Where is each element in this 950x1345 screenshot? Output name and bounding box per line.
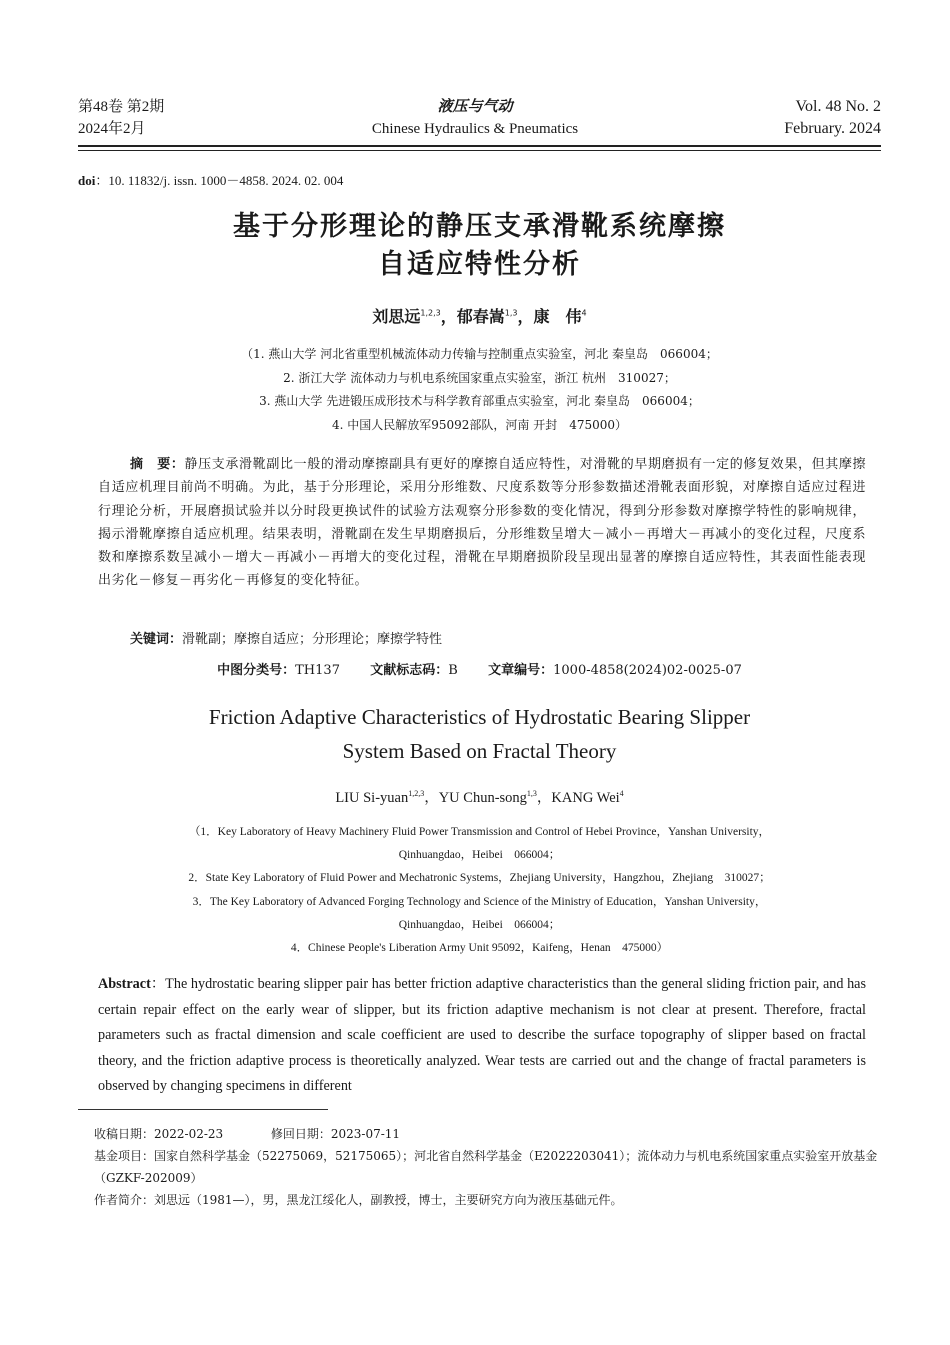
page-title-en [78, 700, 881, 768]
affiliation-en: Qinhuangdao，Heibei 066004； [398, 849, 561, 862]
abstract-en [98, 972, 866, 1100]
date-en: February. 2024 [784, 120, 881, 137]
journal-name-cn: 液压与气动 [437, 99, 513, 115]
title-cn-line2: 自适应特性分析 [378, 249, 581, 280]
abstract-en-label: Abstract [98, 976, 151, 992]
affiliation-en: 2．State Key Laboratory of Fluid Power and Mechatronic Systems，Zhejiang University，Hangzhou，Zhejiang 310027； [188, 872, 771, 885]
title-en-line1: Friction Adaptive Characteristics of Hydrostatic Bearing Slipper [208, 705, 751, 729]
affiliations-cn [78, 343, 881, 437]
journal-name-en: Chinese Hydraulics & Pneumatics [371, 121, 579, 137]
abstract-cn-label: 摘 要： [130, 457, 185, 472]
volume-issue: 第48卷 第2期 [78, 99, 165, 115]
abstract-en-text: ：The hydrostatic bearing slipper pair has better friction adaptive characteristics than the general sliding friction pair, and has certain repair effect on the early wear of slipper, but its friction adaptive mechanism is not clear at present. Therefore, fractal parameters such as fractal dimension and scale coefficient are used to describe the surface topography of slipper based on fractal theory, and the friction adaptive process is theoretically analyzed. Wear tests are carried out and the change of fractal parameters is observed by changing specimens in different [98, 976, 866, 1094]
received-date: 收稿日期：2022-02-23 [94, 1127, 224, 1141]
affiliation-cn: 3. 燕山大学 先进锻压成形技术与科学教育部重点实验室，河北 秦皇岛 066004； [259, 394, 700, 408]
author-en-1-sup: 1,2,3 [408, 789, 425, 799]
affiliation-cn: 2. 浙江大学 流体动力与机电系统国家重点实验室，浙江 杭州 310027； [283, 370, 676, 385]
doi-line [78, 170, 343, 189]
keywords-text: 滑靴副；摩擦自适应；分形理论；摩擦学特性 [182, 632, 443, 647]
affiliation-en: 4．Chinese People's Liberation Army Unit 95092，Kaifeng，Henan 475000） [290, 942, 669, 955]
author-cn-3: 康 伟 [533, 307, 582, 326]
abstract-cn-text: 静压支承滑靴副比一般的滑动摩擦副具有更好的摩擦自适应特性，对滑靴的早期磨损有一定的修复效果，但其摩擦自适应机理目前尚不明确。为此，基于分形理论，采用分形维数、尺度系数等分形参数描述滑靴表面形貌，对摩擦自适应过程进行理论分析，开展磨损试验并以分时段更换试件的试验方法观察分形参数的变化情况，得到分形参数对摩擦学特性的影响规律，揭示滑靴摩擦自适应机理。结果表明，滑靴副在发生早期磨损后，分形维数呈增大－减小－再增大－再减小的变化过程，尺度系数和摩擦系数呈减小－增大－再减小－再增大的变化过程，滑靴在早期磨损阶段呈现出显著的摩擦自适应特性，其表面性能表现出劣化－修复－再劣化－再修复的变化特征。 [98, 457, 866, 589]
classification-line [78, 659, 881, 678]
publication-date: 2024年2月 [78, 121, 146, 137]
article-no-label: 文章编号： [488, 663, 554, 678]
revised-date: 修回日期：2023-07-11 [270, 1127, 401, 1141]
affiliation-cn: （1. 燕山大学 河北省重型机械流体动力传输与控制重点实验室，河北 秦皇岛 066004； [241, 347, 718, 361]
volume-en: Vol. 48 No. 2 [795, 98, 881, 115]
author-cn-3-sup: 4 [581, 308, 587, 318]
author-en-3: KANG Wei [551, 790, 620, 806]
author-en-2: YU Chun-song [438, 790, 527, 806]
affiliation-en: （1．Key Laboratory of Heavy Machinery Fluid Power Transmission and Control of Hebei Province，Yanshan University， [188, 826, 771, 838]
fund-info: 基金项目：国家自然科学基金（52275069，52175065）；河北省自然科学基金（E2022203041）；流体动力与机电系统国家重点实验室开放基金（GZKF-202009） [94, 1149, 878, 1185]
affiliation-en: 3．The Key Laboratory of Advanced Forging Technology and Science of the Ministry of Education，Yanshan University， [192, 895, 767, 908]
doi-value: ：10. 11832/j. issn. 1000－4858. 2024. 02. 004 [95, 173, 344, 188]
author-bio: 作者简介：刘思远（1981—），男，黑龙江绥化人，副教授，博士，主要研究方向为液压基础元件。 [94, 1193, 623, 1207]
doc-code-value: B [448, 663, 458, 678]
author-cn-1: 刘思远 [372, 307, 421, 326]
affiliation-cn: 4. 中国人民解放军95092部队，河南 开封 475000） [331, 417, 628, 432]
keywords-label: 关键词： [130, 632, 183, 647]
header-rule-thin [78, 150, 881, 151]
author-en-1: LIU Si-yuan [335, 790, 409, 806]
article-no-value: 1000-4858(2024)02-0025-07 [553, 663, 742, 678]
page-title-cn [78, 208, 881, 284]
keywords-cn [130, 628, 442, 647]
clc-label: 中图分类号： [217, 663, 296, 678]
authors-en: LIU Si-yuan$^{1,2,3}$，YU Chun-song$^{1,3}$，KANG Wei$^4$ [335, 789, 624, 806]
author-cn-2-sup: 1,3 [504, 308, 518, 318]
header-left [78, 96, 164, 140]
author-cn-2: 郁春嵩 [456, 307, 505, 326]
abstract-cn [98, 453, 866, 593]
title-cn-line1: 基于分形理论的静压支承滑靴系统摩擦 [233, 211, 726, 242]
authors-cn: 刘思远$^{1,2,3}$，郁春嵩$^{1,3}$，康 伟$^4$ [372, 307, 587, 326]
author-en-2-sup: 1,3 [526, 789, 537, 799]
clc-value: TH137 [295, 663, 340, 678]
doi-label: doi [78, 173, 96, 188]
footnote-dates [78, 1123, 881, 1145]
footnote-rule [78, 1109, 328, 1110]
header-right [784, 96, 881, 140]
author-cn-1-sup: 1,2,3 [420, 308, 441, 318]
footnotes [78, 1123, 881, 1211]
affiliation-en: Qinhuangdao，Heibei 066004； [398, 918, 561, 931]
header-center [250, 96, 700, 140]
title-en-line2: System Based on Fractal Theory [342, 739, 617, 763]
header-rule-thick [78, 145, 881, 147]
affiliations-en [78, 821, 881, 960]
doc-code-label: 文献标志码： [370, 663, 449, 678]
author-en-3-sup: 4 [619, 789, 624, 799]
